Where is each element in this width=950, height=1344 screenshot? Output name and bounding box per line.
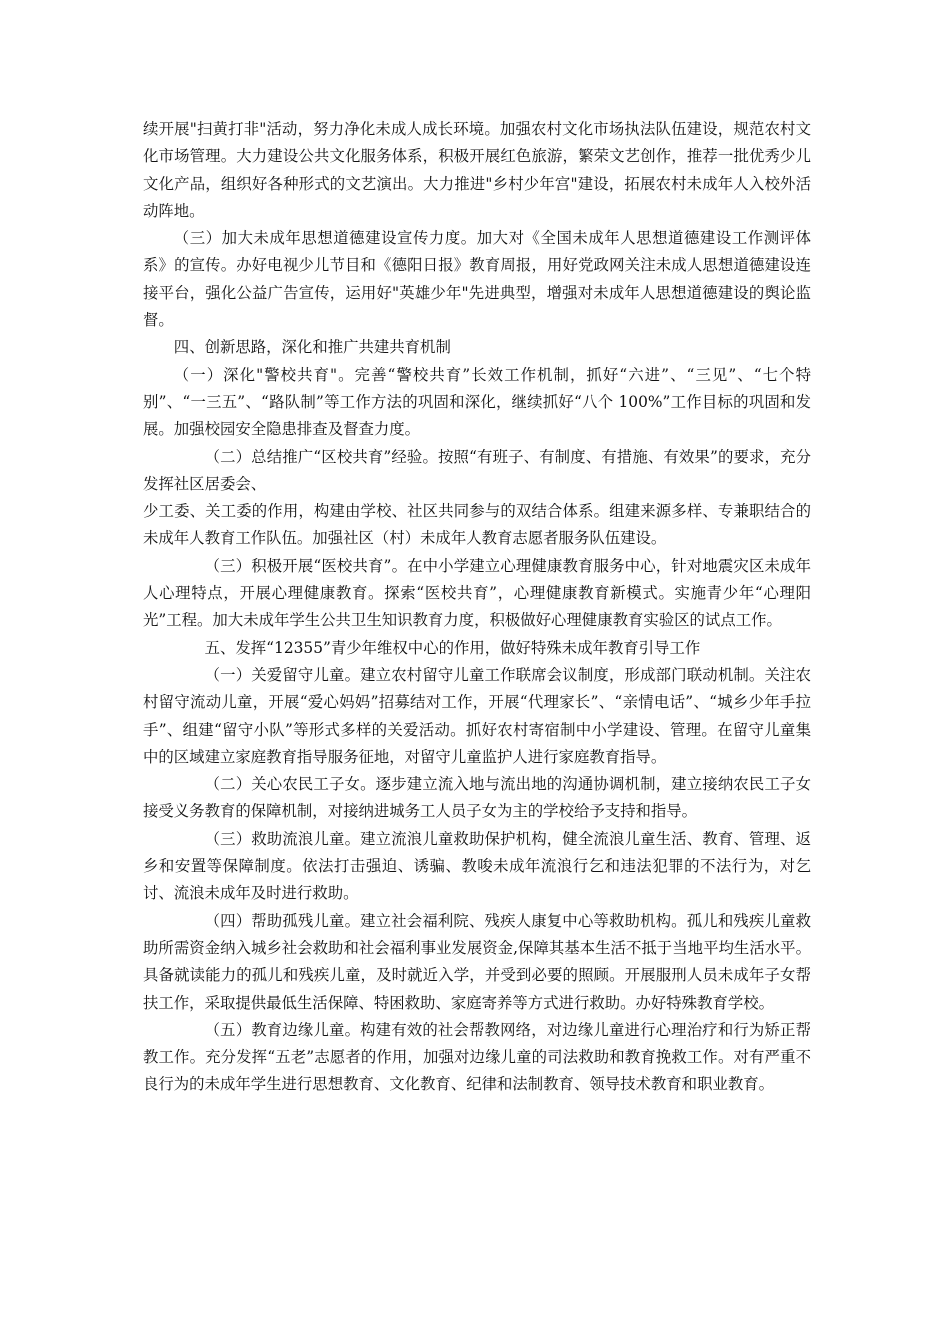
paragraph: （三）加大未成年思想道德建设宣传力度。加大对《全国未成年人思想道德建设工作测评体系》的宣传。办好电视少儿节目和《德阳日报》教育周报，用好党政网关注未成人思想道德建设连接平台，强化公益广告宣传，运用好"英雄少年"先进典型，增强对未成年人思想道德建设的舆论监督。	[143, 229, 811, 330]
paragraph: （二）关心农民工子女。逐步建立流入地与流出地的沟通协调机制，建立接纳农民工子女接受义务教育的保障机制，对接纳进城务工人员子女为主的学校给予支持和指导。	[143, 775, 811, 821]
document-body	[143, 116, 811, 1099]
paragraph: （一）深化"警校共育"。完善“警校共育”长效工作机制，抓好“六进”、“三见”、“七个特别”、“一三五”、“路队制”等工作方法的巩固和深化，继续抓好“八个 100%”工作目标的巩固和发展。加强校园安全隐患排查及督查力度。	[143, 365, 811, 439]
paragraph: 续开展"扫黄打非"活动，努力净化未成人成长环境。加强农村文化市场执法队伍建设，规范农村文化市场管理。大力建设公共文化服务体系，积极开展红色旅游，繁荣文艺创作，推荐一批优秀少儿文化产品，组织好各种形式的文艺演出。大力推进"乡村少年宫"建设，拓展农村未成年人入校外活动阵地。	[143, 120, 811, 220]
section-heading: 四、创新思路，深化和推广共建共育机制	[173, 338, 451, 357]
paragraph: （二）总结推广“区校共育”经验。按照“有班子、有制度、有措施、有效果”的要求，充分发挥社区居委会、	[143, 447, 811, 493]
paragraph: （四）帮助孤残儿童。建立社会福利院、残疾人康复中心等救助机构。孤儿和残疾儿童救助所需资金纳入城乡社会救助和社会福利事业发展资金,保障其基本生活不抵于当地平均生活水平。具备就读能力的孤儿和残疾儿童，及时就近入学，并受到必要的照顾。开展服刑人员未成年子女帮扶工作，采取提供最低生活保障、特困救助、家庭寄养等方式进行救助。办好特殊教育学校。	[143, 911, 811, 1012]
paragraph: （三）积极开展“医校共育”。在中小学建立心理健康教育服务中心，针对地震灾区未成年人心理特点，开展心理健康教育。探索“医校共育”，心理健康教育新模式。实施青少年“心理阳光”工程。加大未成年学生公共卫生知识教育力度，积极做好心理健康教育实验区的试点工作。	[143, 556, 811, 630]
paragraph: （一）关爱留守儿童。建立农村留守儿童工作联席会议制度，形成部门联动机制。关注农村留守流动儿童，开展“爱心妈妈”招募结对工作，开展“代理家长”、“亲情电话”、“城乡少年手拉手”、组建“留守小队”等形式多样的关爱活动。抓好农村寄宿制中小学建设、管理。在留守儿童集中的区域建立家庭教育指导服务征地，对留守儿童监护人进行家庭教育指导。	[143, 665, 811, 766]
paragraph: （三）救助流浪儿童。建立流浪儿童救助保护机构，健全流浪儿童生活、教育、管理、返乡和安置等保障制度。依法打击强迫、诱骗、教唆未成年流浪行乞和违法犯罪的不法行为，对乞讨、流浪未成年及时进行救助。	[143, 829, 811, 903]
section-heading: 五、发挥“12355”青少年维权中心的作用，做好特殊未成年教育引导工作	[204, 638, 701, 657]
paragraph: （五）教育边缘儿童。构建有效的社会帮教网络，对边缘儿童进行心理治疗和行为矫正帮教工作。充分发挥“五老”志愿者的作用，加强对边缘儿童的司法救助和教育挽救工作。对有严重不良行为的未成年学生进行思想教育、文化教育、纪律和法制教育、领导技术教育和职业教育。	[143, 1020, 811, 1094]
paragraph: 少工委、关工委的作用，构建由学校、社区共同参与的双结合体系。组建来源多样、专兼职结合的未成年人教育工作队伍。加强社区（村）未成年人教育志愿者服务队伍建设。	[143, 502, 811, 548]
